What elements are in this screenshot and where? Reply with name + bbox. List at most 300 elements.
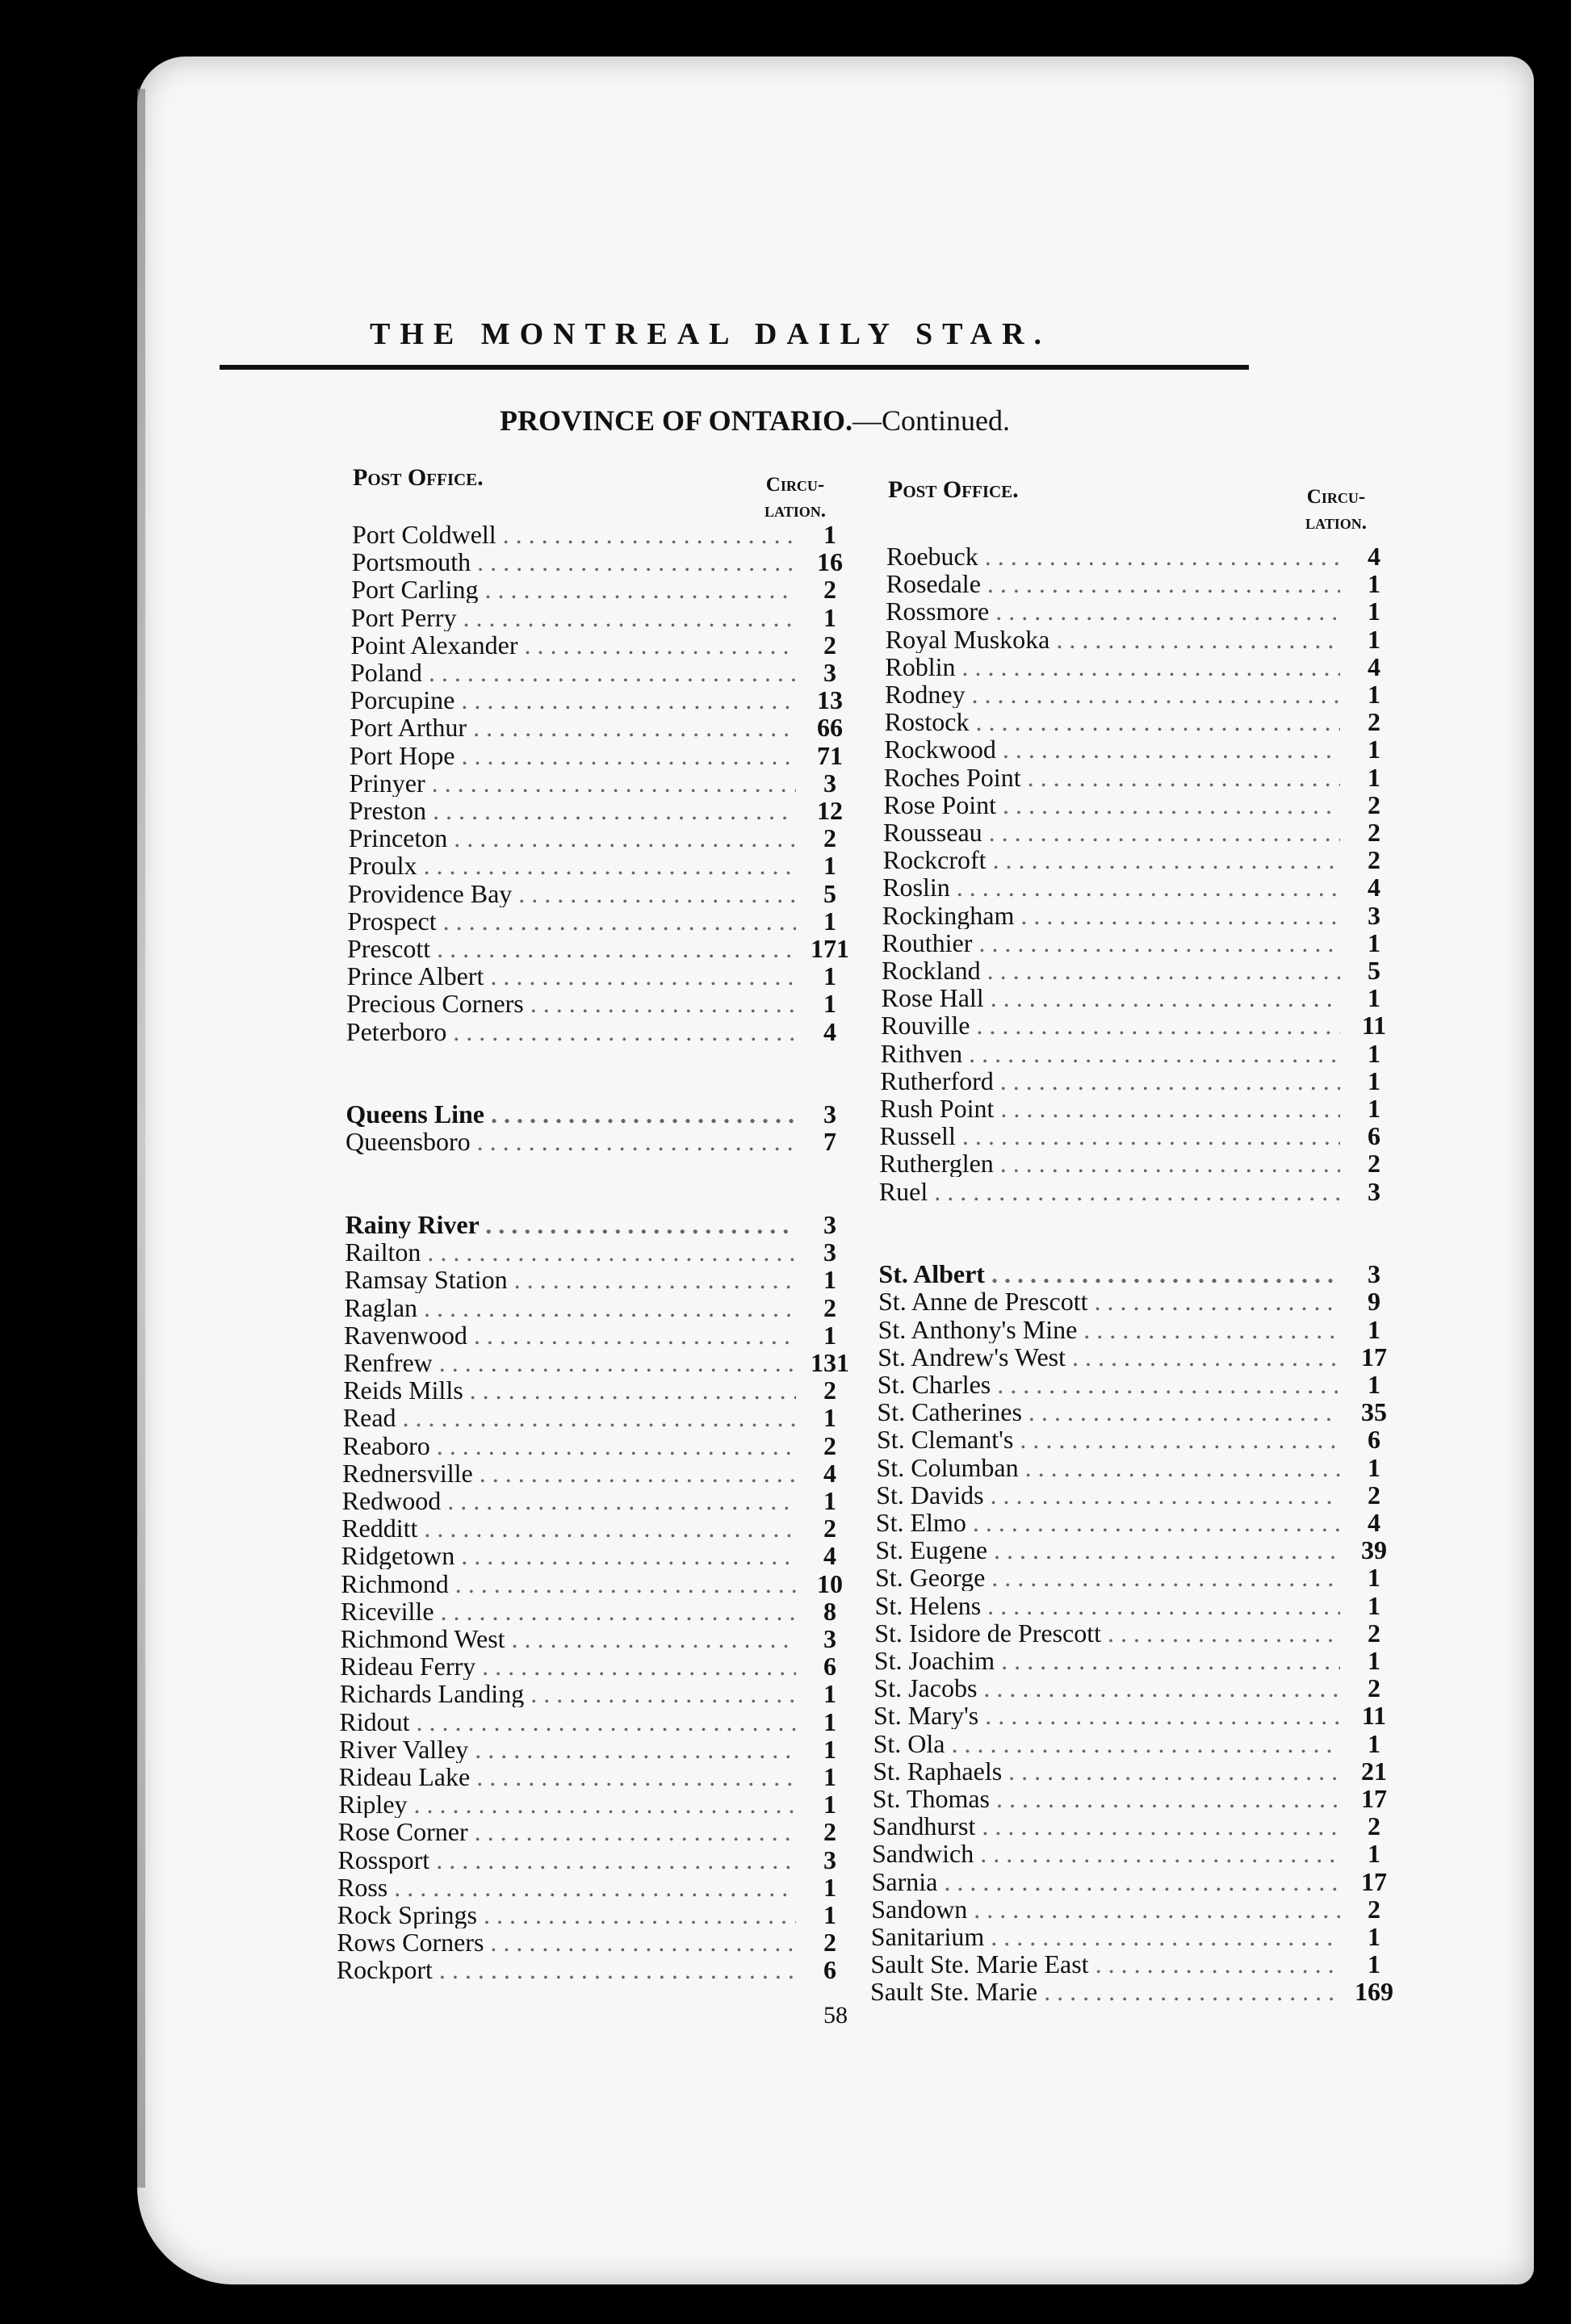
post-office-name: Rose Point . . . bbox=[883, 791, 1340, 819]
table-row bbox=[878, 1260, 1398, 1288]
circulation-value: 171 bbox=[811, 934, 849, 963]
table-row bbox=[346, 990, 854, 1017]
table-row bbox=[884, 764, 1398, 791]
table-row bbox=[348, 880, 854, 907]
table-row bbox=[872, 1840, 1398, 1867]
table-row bbox=[879, 1149, 1398, 1177]
post-office-name: Read . . . bbox=[343, 1404, 796, 1431]
right-post-office-header: Post Office. bbox=[888, 476, 1019, 503]
circulation-value: 35 bbox=[1360, 1397, 1387, 1427]
table-row bbox=[878, 1343, 1398, 1371]
circulation-value: 1 bbox=[823, 1900, 836, 1929]
circulation-value: 6 bbox=[823, 1652, 836, 1681]
post-office-name: St. Joachim . . . bbox=[874, 1647, 1340, 1674]
post-office-name: Ramsay Station . . . bbox=[345, 1266, 796, 1293]
circulation-value: 1 bbox=[1367, 928, 1380, 957]
circulation-value: 4 bbox=[1367, 873, 1380, 902]
circulation-value: 1 bbox=[823, 1486, 836, 1515]
post-office-name: Rockcroft . . . bbox=[883, 846, 1340, 873]
post-office-name: Sandwich . . . bbox=[872, 1840, 1340, 1867]
post-office-name: Sanitarium . . . bbox=[871, 1923, 1340, 1950]
table-row bbox=[870, 1950, 1398, 1978]
post-office-name: St. Raphaels . . . bbox=[873, 1757, 1340, 1785]
section-title bbox=[452, 404, 1058, 438]
table-row bbox=[346, 1211, 854, 1238]
circulation-value: 12 bbox=[817, 796, 843, 825]
post-office-name: Riceville . . . bbox=[341, 1597, 796, 1625]
circulation-value: 1 bbox=[1367, 1038, 1380, 1068]
post-office-name: Sandhurst . . . bbox=[872, 1812, 1340, 1840]
right-circulation-header-line1: Circu- bbox=[1306, 486, 1366, 508]
circulation-value: 21 bbox=[1360, 1756, 1387, 1786]
table-row bbox=[344, 1349, 854, 1376]
table-row bbox=[351, 604, 854, 631]
circulation-value: 3 bbox=[823, 1237, 836, 1267]
table-row bbox=[342, 1487, 854, 1514]
post-office-name: Peterboro . . . bbox=[346, 1018, 796, 1045]
circulation-value: 1 bbox=[823, 1706, 836, 1736]
circulation-value: 1 bbox=[1367, 983, 1380, 1013]
circulation-value: 1 bbox=[1367, 624, 1380, 654]
circulation-value: 1 bbox=[823, 602, 836, 632]
masthead-rule bbox=[220, 365, 1249, 370]
circulation-value: 2 bbox=[1367, 1480, 1380, 1510]
table-row bbox=[880, 1067, 1398, 1095]
post-office-name: Rostock . . . bbox=[885, 708, 1340, 735]
post-office-name: St. Anthony's Mine . . . bbox=[878, 1316, 1340, 1343]
table-row bbox=[885, 708, 1398, 735]
table-row bbox=[337, 1846, 854, 1874]
circulation-value: 3 bbox=[1367, 1176, 1380, 1206]
post-office-name: Redwood . . . bbox=[342, 1487, 796, 1514]
circulation-value: 13 bbox=[816, 685, 843, 715]
post-office-name: Richards Landing . . . bbox=[340, 1680, 796, 1707]
circulation-value: 1 bbox=[1368, 1563, 1380, 1593]
post-office-name: St. George . . . bbox=[875, 1564, 1340, 1591]
right-circulation-header bbox=[1284, 484, 1389, 536]
circulation-value: 3 bbox=[1367, 900, 1380, 930]
circulation-value: 1 bbox=[1367, 1728, 1380, 1758]
post-office-name: St. Clemant's . . . bbox=[877, 1426, 1340, 1453]
post-office-name: Reaboro . . . bbox=[342, 1432, 796, 1459]
circulation-value: 2 bbox=[1367, 1149, 1380, 1179]
post-office-name: Richmond . . . bbox=[341, 1570, 796, 1597]
table-row bbox=[877, 1426, 1398, 1453]
circulation-value: 1 bbox=[823, 1734, 836, 1764]
post-office-name: St. Andrew's West . . . bbox=[878, 1343, 1340, 1371]
post-office-name: Rosedale . . . bbox=[886, 570, 1340, 597]
table-row bbox=[873, 1702, 1398, 1729]
table-row bbox=[346, 1100, 854, 1128]
table-row bbox=[878, 1288, 1398, 1315]
table-row bbox=[341, 1514, 854, 1542]
circulation-value: 1 bbox=[1368, 1839, 1380, 1869]
table-row bbox=[872, 1868, 1398, 1895]
circulation-value: 3 bbox=[823, 1845, 836, 1874]
circulation-value: 2 bbox=[823, 1928, 836, 1958]
circulation-value: 1 bbox=[823, 906, 836, 936]
table-row bbox=[343, 1404, 854, 1431]
post-office-name: Proulx . . . bbox=[348, 852, 796, 879]
circulation-value: 16 bbox=[816, 547, 843, 577]
circulation-value: 3 bbox=[823, 1624, 836, 1653]
table-row bbox=[337, 1928, 854, 1956]
circulation-value: 1 bbox=[1367, 1646, 1380, 1675]
circulation-value: 2 bbox=[1367, 1618, 1380, 1648]
left-circulation-header-line1: Circu- bbox=[765, 474, 825, 496]
post-office-name: Port Perry . . . bbox=[351, 604, 796, 631]
post-office-name: Russell . . . bbox=[880, 1122, 1340, 1149]
post-office-name: Preston . . . bbox=[349, 797, 796, 824]
post-office-name: Routhier . . . bbox=[882, 929, 1340, 957]
circulation-value: 4 bbox=[1368, 542, 1380, 571]
post-office-name: Renfrew . . . bbox=[344, 1349, 796, 1376]
post-office-name: Rose Corner . . . bbox=[338, 1818, 796, 1845]
table-row bbox=[886, 597, 1398, 625]
table-row bbox=[882, 929, 1398, 957]
post-office-name: Rockland . . . bbox=[882, 957, 1340, 984]
table-row bbox=[339, 1763, 854, 1790]
circulation-value: 11 bbox=[1361, 1011, 1387, 1041]
table-row bbox=[339, 1736, 854, 1763]
table-row bbox=[337, 1956, 854, 1983]
circulation-value: 6 bbox=[1367, 1121, 1380, 1151]
table-row bbox=[874, 1647, 1398, 1674]
post-office-name: Prospect . . . bbox=[347, 907, 796, 935]
table-row bbox=[349, 769, 854, 797]
post-office-name: Rockport . . . bbox=[337, 1956, 796, 1983]
table-row bbox=[352, 548, 854, 576]
section-continued: —Continued. bbox=[853, 404, 1010, 437]
table-row bbox=[873, 1730, 1398, 1757]
post-office-name: Ripley . . . bbox=[338, 1790, 796, 1818]
table-row bbox=[347, 962, 854, 990]
table-row bbox=[341, 1570, 854, 1597]
post-office-name: Rouville . . . bbox=[881, 1011, 1340, 1039]
post-office-name: Port Coldwell . . . bbox=[352, 521, 796, 548]
circulation-value: 1 bbox=[1368, 1094, 1380, 1123]
circulation-value: 1 bbox=[1367, 1590, 1380, 1620]
table-row bbox=[338, 1818, 854, 1845]
table-row bbox=[886, 542, 1398, 570]
circulation-value: 71 bbox=[816, 740, 843, 770]
post-office-name: St. Anne de Prescott . . . bbox=[878, 1288, 1340, 1315]
post-office-name: Poland . . . bbox=[350, 659, 796, 686]
post-office-name: St. Charles . . . bbox=[878, 1371, 1340, 1398]
table-row bbox=[341, 1597, 854, 1625]
post-office-name: Prinyer . . . bbox=[349, 769, 796, 797]
post-office-name: Redditt . . . bbox=[341, 1514, 796, 1542]
circulation-value: 17 bbox=[1360, 1784, 1387, 1813]
post-office-name: Princeton . . . bbox=[349, 824, 796, 852]
post-office-name: Richmond West . . . bbox=[341, 1625, 796, 1652]
post-office-name: Precious Corners . . . bbox=[346, 990, 796, 1017]
post-office-name: St. Isidore de Prescott . . . bbox=[874, 1619, 1340, 1647]
post-office-name: Port Arthur . . . bbox=[350, 714, 796, 741]
section-title-text: PROVINCE OF ONTARIO. bbox=[499, 404, 853, 437]
post-office-name: Roslin . . . bbox=[882, 873, 1340, 901]
table-row bbox=[350, 742, 854, 769]
post-office-name: Prescott . . . bbox=[347, 935, 796, 962]
circulation-value: 5 bbox=[823, 878, 836, 908]
left-circulation-header bbox=[743, 472, 848, 524]
table-row bbox=[873, 1674, 1398, 1702]
circulation-value: 2 bbox=[1367, 1811, 1380, 1841]
table-row bbox=[350, 631, 854, 659]
table-row bbox=[883, 791, 1398, 819]
post-office-name: St. Albert . . . bbox=[878, 1260, 1340, 1288]
table-row bbox=[873, 1785, 1398, 1812]
circulation-value: 1 bbox=[823, 961, 836, 991]
table-row bbox=[341, 1542, 854, 1569]
circulation-value: 2 bbox=[823, 1430, 836, 1460]
post-office-name: Ruel . . . bbox=[879, 1178, 1340, 1205]
table-row bbox=[872, 1812, 1398, 1840]
table-row bbox=[342, 1432, 854, 1459]
left-post-office-header: Post Office. bbox=[353, 464, 484, 491]
table-row bbox=[346, 1018, 854, 1045]
post-office-name: St. Elmo . . . bbox=[876, 1509, 1340, 1536]
post-office-name: Providence Bay . . . bbox=[348, 880, 796, 907]
table-row bbox=[345, 1266, 854, 1293]
circulation-value: 1 bbox=[823, 1679, 836, 1709]
post-office-name: Port Carling . . . bbox=[351, 576, 796, 603]
post-office-name: Ridout . . . bbox=[339, 1708, 796, 1736]
post-office-name: Ross . . . bbox=[337, 1874, 796, 1901]
post-office-name: Queens Line . . . bbox=[346, 1100, 796, 1128]
page-binding-edge bbox=[137, 89, 145, 2188]
post-office-name: Ravenwood . . . bbox=[344, 1321, 796, 1349]
table-row bbox=[883, 819, 1398, 846]
table-row bbox=[347, 935, 854, 962]
circulation-value: 1 bbox=[823, 520, 836, 549]
post-office-name: Rithven . . . bbox=[881, 1040, 1340, 1067]
post-office-name: Rows Corners . . . bbox=[337, 1928, 796, 1956]
post-office-name: Royal Muskoka . . . bbox=[886, 626, 1340, 653]
post-office-name: Rutherglen . . . bbox=[879, 1149, 1340, 1177]
circulation-value: 3 bbox=[823, 1210, 836, 1239]
post-office-name: Rousseau . . . bbox=[883, 819, 1340, 846]
table-row bbox=[885, 680, 1398, 708]
circulation-value: 4 bbox=[823, 1458, 836, 1488]
table-row bbox=[870, 1978, 1398, 2005]
post-office-name: Port Hope . . . bbox=[350, 742, 796, 769]
table-row bbox=[879, 1178, 1398, 1205]
table-row bbox=[344, 1321, 854, 1349]
circulation-value: 7 bbox=[823, 1127, 836, 1157]
circulation-value: 1 bbox=[823, 1265, 836, 1295]
circulation-value: 2 bbox=[823, 630, 836, 660]
circulation-value: 1 bbox=[1367, 597, 1380, 626]
post-office-name: Sault Ste. Marie . . . bbox=[870, 1978, 1340, 2005]
circulation-value: 17 bbox=[1360, 1866, 1387, 1896]
post-office-name: Reids Mills . . . bbox=[343, 1376, 796, 1404]
table-row bbox=[881, 1040, 1398, 1067]
table-row bbox=[871, 1895, 1398, 1923]
circulation-value: 17 bbox=[1360, 1342, 1387, 1371]
table-row bbox=[876, 1509, 1398, 1536]
table-row bbox=[886, 626, 1398, 653]
post-office-name: St. Thomas . . . bbox=[873, 1785, 1340, 1812]
circulation-value: 2 bbox=[1367, 1673, 1380, 1703]
table-row bbox=[881, 1011, 1398, 1039]
post-office-name: Rossmore . . . bbox=[886, 597, 1340, 625]
post-office-name: St. Mary's . . . bbox=[873, 1702, 1340, 1729]
circulation-value: 1 bbox=[823, 1762, 836, 1791]
post-office-name: St. Eugene . . . bbox=[875, 1536, 1340, 1564]
post-office-name: Rideau Lake . . . bbox=[339, 1763, 796, 1790]
post-office-name: Roblin . . . bbox=[885, 653, 1340, 680]
post-office-name: Rockingham . . . bbox=[882, 902, 1340, 929]
table-row bbox=[880, 1095, 1398, 1122]
post-office-name: Rush Point . . . bbox=[880, 1095, 1340, 1122]
post-office-name: Ridgetown . . . bbox=[341, 1542, 796, 1569]
circulation-value: 131 bbox=[810, 1348, 849, 1377]
post-office-name: Roches Point . . . bbox=[884, 764, 1340, 791]
page-number: 58 bbox=[823, 2002, 848, 2029]
table-row bbox=[350, 714, 854, 741]
table-row bbox=[348, 852, 854, 879]
table-row bbox=[347, 907, 854, 935]
circulation-value: 1 bbox=[1367, 1066, 1380, 1095]
post-office-name: Raglan . . . bbox=[344, 1294, 796, 1321]
table-row bbox=[345, 1238, 854, 1266]
circulation-value: 5 bbox=[1368, 956, 1380, 985]
table-row bbox=[337, 1874, 854, 1901]
table-row bbox=[876, 1481, 1398, 1509]
table-row bbox=[875, 1536, 1398, 1564]
circulation-value: 1 bbox=[1367, 1370, 1380, 1399]
circulation-value: 3 bbox=[823, 1099, 836, 1129]
table-row bbox=[877, 1454, 1398, 1481]
post-office-name: Rutherford . . . bbox=[880, 1067, 1340, 1095]
post-office-name: Queensboro . . . bbox=[346, 1128, 796, 1155]
post-office-name: Sarnia . . . bbox=[872, 1868, 1340, 1895]
circulation-value: 4 bbox=[823, 1541, 836, 1571]
post-office-name: Roebuck . . . bbox=[886, 542, 1340, 570]
circulation-value: 3 bbox=[823, 658, 836, 687]
circulation-value: 2 bbox=[823, 1376, 836, 1405]
table-row bbox=[882, 957, 1398, 984]
table-row bbox=[871, 1923, 1398, 1950]
circulation-value: 2 bbox=[1368, 818, 1380, 847]
table-row bbox=[885, 653, 1398, 680]
post-office-name: Rose Hall . . . bbox=[882, 984, 1340, 1011]
post-office-name: Rideau Ferry . . . bbox=[340, 1652, 796, 1680]
circulation-value: 6 bbox=[1368, 1425, 1380, 1455]
circulation-value: 2 bbox=[823, 1817, 836, 1847]
circulation-value: 66 bbox=[816, 713, 843, 743]
circulation-value: 4 bbox=[1367, 651, 1380, 681]
circulation-value: 4 bbox=[823, 1016, 836, 1046]
circulation-value: 39 bbox=[1360, 1535, 1387, 1565]
table-row bbox=[877, 1398, 1398, 1426]
circulation-value: 1 bbox=[823, 989, 836, 1019]
table-row bbox=[350, 659, 854, 686]
circulation-value: 1 bbox=[1367, 1949, 1380, 1979]
table-row bbox=[883, 846, 1398, 873]
circulation-value: 1 bbox=[823, 1790, 836, 1819]
circulation-value: 1 bbox=[1367, 569, 1380, 599]
circulation-value: 2 bbox=[1367, 1894, 1380, 1924]
table-row bbox=[339, 1708, 854, 1736]
table-row bbox=[349, 797, 854, 824]
post-office-name: Rock Springs . . . bbox=[337, 1901, 796, 1928]
post-office-name: St. Helens . . . bbox=[875, 1592, 1340, 1619]
circulation-value: 1 bbox=[1367, 762, 1380, 792]
circulation-value: 2 bbox=[1367, 789, 1380, 819]
post-office-name: Rainy River . . . bbox=[346, 1211, 796, 1238]
post-office-name: Rockwood . . . bbox=[884, 735, 1340, 763]
table-row bbox=[884, 735, 1398, 763]
circulation-value: 2 bbox=[823, 575, 836, 605]
post-office-name: Portsmouth . . . bbox=[352, 548, 796, 576]
table-row bbox=[340, 1652, 854, 1680]
post-office-name: River Valley . . . bbox=[339, 1736, 796, 1763]
circulation-value: 2 bbox=[1367, 845, 1380, 875]
table-row bbox=[341, 1625, 854, 1652]
post-office-name: St. Ola . . . bbox=[873, 1730, 1340, 1757]
post-office-name: St. Columban . . . bbox=[877, 1454, 1340, 1481]
table-row bbox=[875, 1592, 1398, 1619]
circulation-value: 10 bbox=[816, 1568, 843, 1598]
post-office-name: St. Jacobs . . . bbox=[873, 1674, 1340, 1702]
circulation-value: 1 bbox=[1367, 1452, 1380, 1482]
circulation-value: 6 bbox=[823, 1955, 836, 1985]
post-office-name: St. Davids . . . bbox=[876, 1481, 1340, 1509]
table-row bbox=[880, 1122, 1398, 1149]
circulation-value: 1 bbox=[1367, 1314, 1380, 1344]
table-row bbox=[882, 984, 1398, 1011]
circulation-value: 3 bbox=[823, 768, 836, 798]
table-row bbox=[343, 1376, 854, 1404]
circulation-value: 8 bbox=[823, 1596, 836, 1626]
circulation-value: 11 bbox=[1361, 1701, 1387, 1731]
circulation-value: 2 bbox=[823, 1292, 836, 1322]
circulation-value: 1 bbox=[1367, 735, 1380, 764]
circulation-value: 1 bbox=[1367, 1922, 1380, 1951]
circulation-value: 1 bbox=[823, 1403, 836, 1433]
table-row bbox=[873, 1757, 1398, 1785]
table-row bbox=[878, 1371, 1398, 1398]
table-row bbox=[344, 1294, 854, 1321]
table-row bbox=[342, 1459, 854, 1487]
masthead: THE MONTREAL DAILY STAR. bbox=[369, 317, 1052, 351]
table-row bbox=[346, 1128, 854, 1155]
post-office-name: Sandown . . . bbox=[871, 1895, 1340, 1923]
circulation-value: 1 bbox=[1368, 680, 1380, 709]
circulation-value: 1 bbox=[823, 1320, 836, 1350]
table-row bbox=[874, 1619, 1398, 1647]
circulation-value: 1 bbox=[823, 851, 836, 881]
table-row bbox=[338, 1790, 854, 1818]
table-row bbox=[875, 1564, 1398, 1591]
post-office-name: Prince Albert . . . bbox=[347, 962, 796, 990]
circulation-value: 1 bbox=[823, 1872, 836, 1902]
circulation-value: 3 bbox=[1367, 1259, 1380, 1289]
table-row bbox=[352, 521, 854, 548]
post-office-name: Sault Ste. Marie East . . . bbox=[870, 1950, 1340, 1978]
circulation-value: 2 bbox=[823, 1514, 836, 1543]
table-row bbox=[886, 570, 1398, 597]
table-row bbox=[878, 1316, 1398, 1343]
left-circulation-header-line2: lation. bbox=[765, 500, 826, 521]
post-office-name: Porcupine . . . bbox=[350, 686, 796, 714]
right-circulation-header-line2: lation. bbox=[1305, 512, 1367, 534]
circulation-value: 9 bbox=[1368, 1287, 1380, 1317]
table-row bbox=[351, 576, 854, 603]
post-office-name: St. Catherines . . . bbox=[877, 1398, 1340, 1426]
